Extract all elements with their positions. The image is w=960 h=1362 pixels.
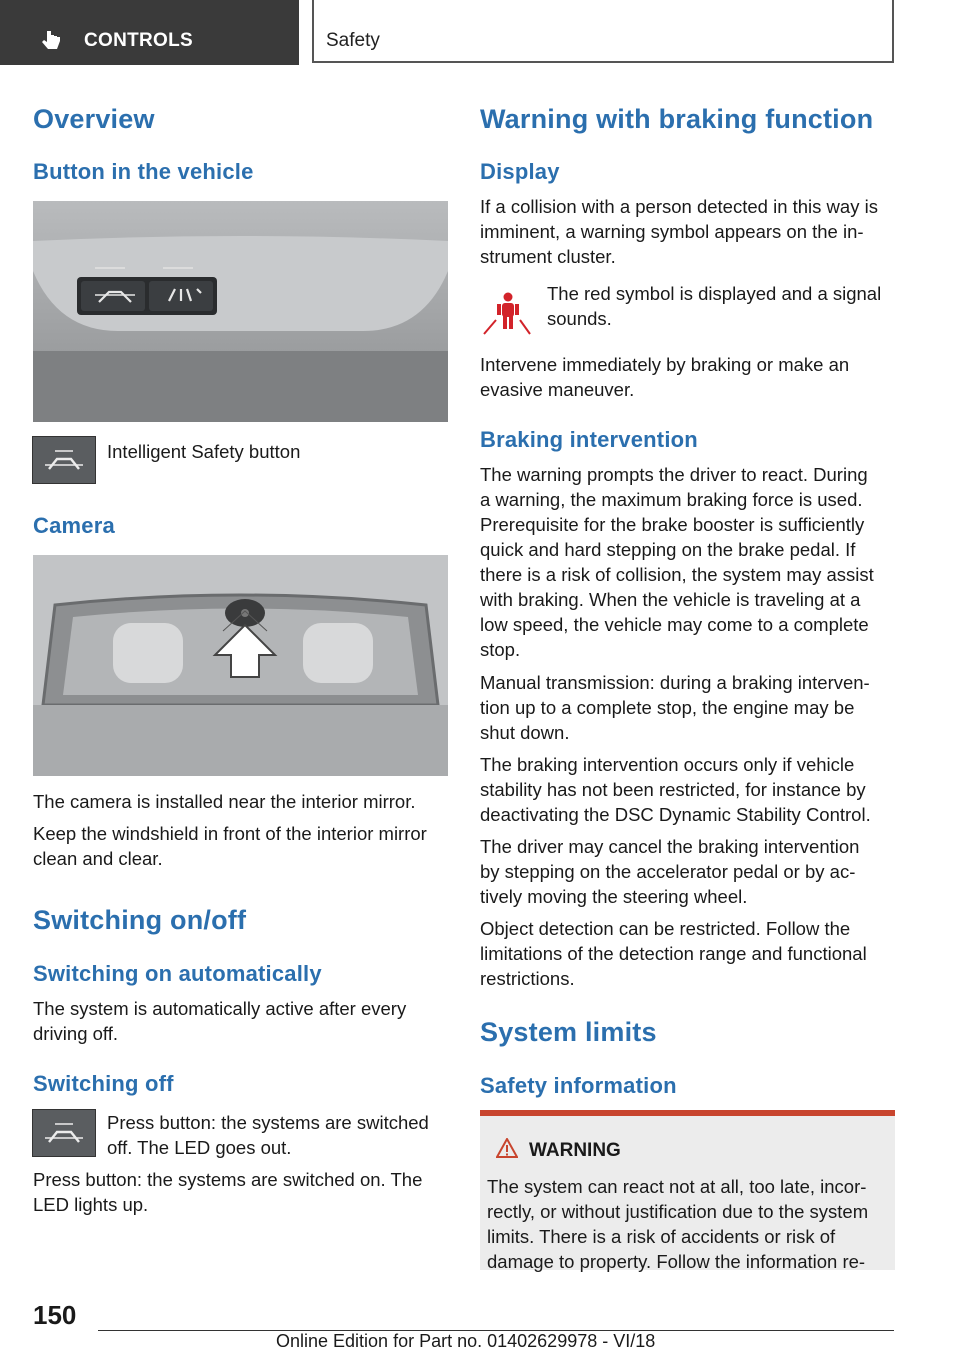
- overview-heading: Overview: [33, 104, 155, 134]
- button-in-vehicle-photo: [33, 201, 448, 422]
- camera-heading: Camera: [33, 513, 115, 538]
- text-line: limitations of the detection range and functional: [480, 943, 867, 964]
- text-line: Manual transmission: during a braking interven-: [480, 672, 870, 693]
- text-line: The driver may cancel the braking intervention: [480, 836, 860, 857]
- warning-box: [480, 1110, 895, 1270]
- text-line: quick and hard stepping on the brake pedal. If: [480, 539, 856, 560]
- off-line-1: Press button: the systems are switched: [107, 1112, 429, 1133]
- warning-title: WARNING: [529, 1140, 621, 1161]
- braking-paragraph-1: [480, 462, 874, 662]
- switching-on-auto-heading: Switching on automatically: [33, 961, 322, 986]
- intelligent-safety-button-icon: [32, 1109, 96, 1157]
- auto-line-2: driving off.: [33, 1023, 119, 1044]
- intervene-line-2: evasive maneuver.: [480, 379, 635, 400]
- warning-triangle-icon: [496, 1138, 518, 1158]
- chapter-label: CONTROLS: [84, 30, 194, 51]
- on-line-1: Press button: the systems are switched on. The: [33, 1169, 423, 1190]
- text-line: rectly, or without justification due to the system: [487, 1201, 869, 1222]
- text-line: shut down.: [480, 722, 570, 743]
- safety-information-heading: Safety information: [480, 1073, 677, 1098]
- intelligent-safety-button-icon: [32, 436, 96, 484]
- braking-intervention-heading: Braking intervention: [480, 427, 698, 452]
- switching-off-heading: Switching off: [33, 1071, 174, 1096]
- section-label: Safety: [326, 30, 380, 51]
- text-line: The system can react not at all, too late, incor-: [487, 1176, 867, 1197]
- symbol-line-1: The red symbol is displayed and a signal: [547, 283, 882, 304]
- braking-paragraph-2: [480, 670, 870, 745]
- pedestrian-warning-icon: [482, 290, 532, 336]
- chapter-tab[interactable]: [0, 0, 299, 65]
- warning-text: [487, 1174, 868, 1274]
- off-line-2: off. The LED goes out.: [107, 1137, 292, 1158]
- text-line: low speed, the vehicle may come to a complete: [480, 614, 869, 635]
- system-limits-heading: System limits: [480, 1017, 657, 1047]
- braking-paragraph-4: [480, 834, 859, 909]
- button-in-vehicle-heading: Button in the vehicle: [33, 159, 254, 184]
- text-line: stop.: [480, 639, 521, 660]
- hand-pointer-icon: [40, 29, 64, 53]
- footer-edition: Online Edition for Part no. 01402629978 - VI/18: [276, 1331, 656, 1351]
- on-line-2: LED lights up.: [33, 1194, 149, 1215]
- braking-paragraph-5: [480, 916, 867, 991]
- text-line: Prerequisite for the brake booster is sufficiently: [480, 514, 865, 535]
- camera-paragraph-1: The camera is installed near the interior mirror.: [33, 791, 416, 812]
- text-line: there is a risk of collision, the system may assist: [480, 564, 874, 585]
- display-heading: Display: [480, 159, 560, 184]
- text-line: deactivating the DSC Dynamic Stability Control.: [480, 804, 871, 825]
- text-line: stability has not been restricted, for instance by: [480, 779, 866, 800]
- text-line: damage to property. Follow the information re-: [487, 1251, 866, 1272]
- symbol-line-2: sounds.: [547, 308, 612, 329]
- intelligent-safety-caption: Intelligent Safety button: [107, 441, 301, 462]
- text-line: Object detection can be restricted. Follow the: [480, 918, 851, 939]
- display-line-2: imminent, a warning symbol appears on the in-: [480, 221, 864, 242]
- text-line: by stepping on the accelerator pedal or by ac-: [480, 861, 856, 882]
- text-line: The warning prompts the driver to react. During: [480, 464, 868, 485]
- section-tab[interactable]: [312, 0, 894, 63]
- switching-on-off-heading: Switching on/off: [33, 905, 247, 935]
- text-line: restrictions.: [480, 968, 575, 989]
- camera-paragraph-2-line-2: clean and clear.: [33, 848, 163, 869]
- auto-line-1: The system is automatically active after every: [33, 998, 407, 1019]
- camera-paragraph-2-line-1: Keep the windshield in front of the interior mirror: [33, 823, 427, 844]
- text-line: tively moving the steering wheel.: [480, 886, 748, 907]
- intervene-line-1: Intervene immediately by braking or make an: [480, 354, 850, 375]
- text-line: with braking. When the vehicle is traveling at a: [480, 589, 861, 610]
- text-line: a warning, the maximum braking force is used.: [480, 489, 863, 510]
- camera-photo: [33, 555, 448, 776]
- display-line-3: strument cluster.: [480, 246, 616, 267]
- text-line: limits. There is a risk of accidents or risk of: [487, 1226, 836, 1247]
- braking-paragraph-3: [480, 752, 871, 827]
- page-number: 150: [33, 1300, 77, 1330]
- warning-braking-heading: Warning with braking function: [480, 104, 874, 134]
- text-line: tion up to a complete stop, the engine may be: [480, 697, 855, 718]
- display-line-1: If a collision with a person detected in this way is: [480, 196, 878, 217]
- text-line: The braking intervention occurs only if vehicle: [480, 754, 855, 775]
